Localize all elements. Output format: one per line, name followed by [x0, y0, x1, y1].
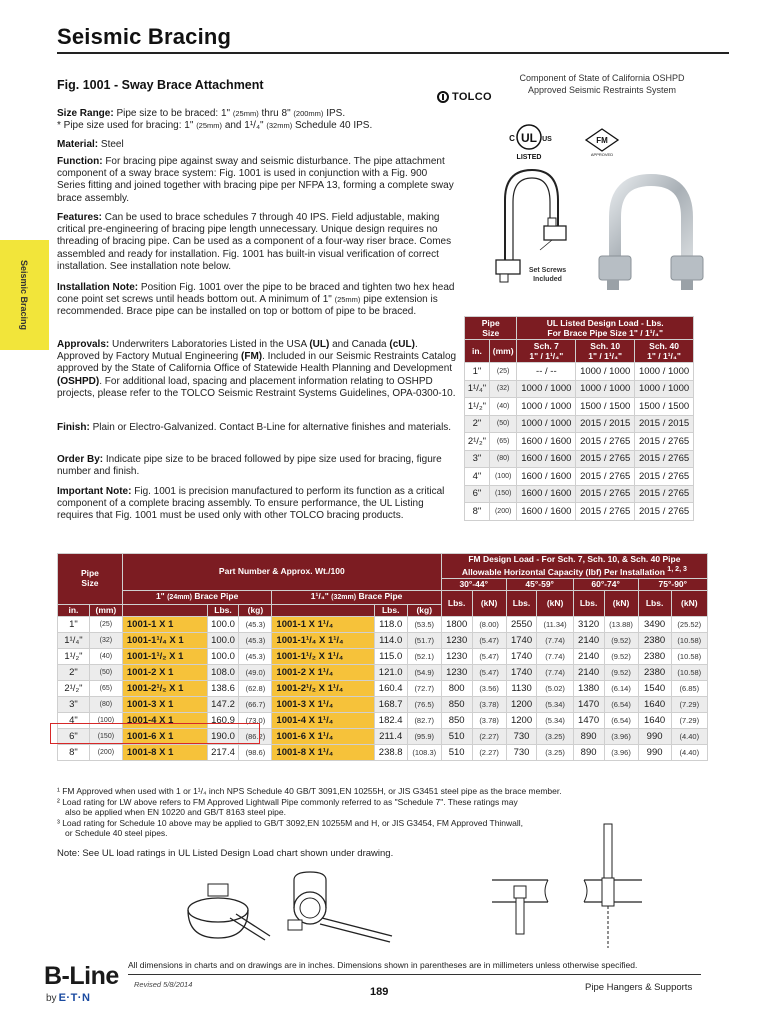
table-cell: 1800: [441, 617, 472, 633]
tolco-wordmark: TOLCO: [452, 91, 492, 103]
fm-th-load: FM Design Load - For Sch. 7, Sch. 10, & Sch. 40 Pipe Allowable Horizontal Capacity (lbf) Per Installation $^{1, 2, 3}$: [441, 554, 707, 579]
table-row: [58, 633, 708, 649]
fm-th-kg: (kg): [407, 604, 441, 617]
table-cell: (7.74): [537, 633, 573, 649]
footer-rule: [128, 974, 701, 975]
dimensions-note: All dimensions in charts and on drawings are in inches. Dimensions shown in parentheses are in millimeters unless otherwise specified.: [128, 960, 638, 970]
fm-th-part-blank: [272, 604, 374, 617]
table-cell: 1200: [506, 697, 537, 713]
table-cell: (3.25): [537, 745, 573, 761]
fm-th-angle-1: 30°-44°: [441, 578, 506, 591]
fm-th-kn: (kN): [671, 591, 707, 617]
table-cell: 850: [441, 697, 472, 713]
table-cell: 1640: [638, 697, 671, 713]
fitting-photo-icon: [593, 172, 708, 297]
table-cell: 1740: [506, 665, 537, 681]
table-cell: 100.0: [207, 633, 239, 649]
table-cell: (82.7): [407, 713, 441, 729]
important-label: Important Note:: [57, 486, 132, 497]
part-number-cell: 1001-1¹/₄ X 1¹/₄: [272, 633, 374, 649]
approvals-text: . For additional load, spacing and placement information relating to OSHPD projects, please refer to the TOLCO Seismic Restraint Systems Guidelines, OPA-0300-10.: [57, 375, 456, 399]
approvals-text: . Approved by Factory Mutual Engineering: [57, 339, 418, 363]
table-cell: 1640: [638, 713, 671, 729]
table-cell: (4.40): [671, 729, 707, 745]
part-number-cell: 1001-2 X 1¹/₄: [272, 665, 374, 681]
table-cell: 3490: [638, 617, 671, 633]
material-value: Steel: [100, 139, 124, 150]
size-range-text: IPS.: [326, 108, 346, 119]
table-cell: 1470: [573, 697, 604, 713]
features-text: Can be used to brace schedules 7 through 40 IPS. Field adjustable, making critical pre-engineering of bracing pipe length unnecessary. Unique design requires no threading of bracing pipe. Can be used as a component of a four-way riser brace. Comes assembled and ready for installation. Fig. 1001 has built-in visual verification of correct installation. See installation note below.: [57, 212, 452, 272]
table-cell: (9.52): [604, 649, 638, 665]
installation-mm: (25mm): [334, 295, 361, 305]
approvals-text: Underwriters Laboratories Listed in the USA: [112, 339, 307, 350]
table-cell: 238.8: [374, 745, 407, 761]
table-cell: 2140: [573, 633, 604, 649]
table-cell: 115.0: [374, 649, 407, 665]
footnote-1: ¹ FM Approved when used with 1 or 1¹/₄ inch NPS Schedule 40 GB/T 3091,EN 10255H, or JIS G3451 steel pipe as the brace member.: [57, 786, 562, 796]
part-number-cell: 1001-1¹/₂ X 1¹/₄: [272, 649, 374, 665]
table-cell: (45.3): [239, 617, 272, 633]
table-cell: (50): [89, 665, 122, 681]
table-cell: 211.4: [374, 729, 407, 745]
table-row: 8" (200) 1600 / 1600 2015 / 2765 2015 / 2765: [465, 503, 694, 521]
table-row: [58, 617, 708, 633]
table-cell: 2550: [506, 617, 537, 633]
table-cell: (5.34): [537, 697, 573, 713]
table-cell: (3.56): [472, 681, 506, 697]
part-number-cell: 1001-2¹/₂ X 1¹/₄: [272, 681, 374, 697]
installation-drawing-side-icon: [170, 868, 400, 950]
table-row: [58, 681, 708, 697]
part-number-cell: 1001-4 X 1¹/₄: [272, 713, 374, 729]
table-cell: 510: [441, 729, 472, 745]
table-cell: 1540: [638, 681, 671, 697]
page-number: 189: [370, 986, 389, 998]
fm-th-kg: (kg): [239, 604, 272, 617]
table-cell: (6.85): [671, 681, 707, 697]
size-range-text: * Pipe size used for bracing: 1": [57, 120, 194, 132]
table-cell: (25): [89, 617, 122, 633]
table-cell: 2": [58, 665, 90, 681]
fm-th-in: in.: [58, 604, 90, 617]
fm-th-lbs: Lbs.: [374, 604, 407, 617]
table-row: 2¹/₂" (65) 1600 / 1600 2015 / 2765 2015 / 2765: [465, 433, 694, 451]
fm-th-angle-3: 60°-74°: [573, 578, 638, 591]
size-range-text: and 1¹/₄": [224, 120, 264, 132]
table-cell: 850: [441, 713, 472, 729]
table-cell: 182.4: [374, 713, 407, 729]
table-cell: (7.74): [537, 665, 573, 681]
table-cell: (200): [89, 745, 122, 761]
eaton-logo: [46, 992, 90, 1004]
table-cell: 2140: [573, 665, 604, 681]
part-number-cell: 1001-1 X 1: [122, 617, 207, 633]
part-number-cell: 1001-8 X 1¹/₄: [272, 745, 374, 761]
table-cell: (95.9): [407, 729, 441, 745]
ul-th-sch10: Sch. 10 1" / 1¹/₄": [576, 340, 635, 363]
table-cell: (5.02): [537, 681, 573, 697]
fm-th-brace-1: 1" (24mm) Brace Pipe: [122, 591, 272, 605]
table-cell: 1230: [441, 665, 472, 681]
table-cell: (45.3): [239, 649, 272, 665]
size-range-label: Size Range:: [57, 108, 114, 119]
size-range-mm: (25mm): [196, 121, 223, 131]
table-cell: (11.34): [537, 617, 573, 633]
table-cell: (65): [89, 681, 122, 697]
set-screws-label: Set Screws Included: [528, 267, 567, 283]
fm-th-pipe: Pipe Size: [58, 554, 123, 605]
eaton-wordmark: E·T·N: [58, 992, 91, 1004]
table-cell: 168.7: [374, 697, 407, 713]
table-cell: 138.6: [207, 681, 239, 697]
table-cell: 730: [506, 745, 537, 761]
bline-logo: B-Line: [44, 962, 119, 990]
size-range-text: Pipe size to be braced: 1": [116, 108, 231, 119]
size-range-text: thru 8": [261, 108, 291, 119]
installation-block: [57, 282, 457, 319]
table-cell: 2380: [638, 649, 671, 665]
table-cell: (54.9): [407, 665, 441, 681]
revised-date: Revised 5/8/2014: [134, 980, 193, 989]
approvals-oshpd: (OSHPD): [57, 375, 100, 387]
ul-listed-text: LISTED: [516, 154, 542, 161]
table-row: 3" (80) 1600 / 1600 2015 / 2765 2015 / 2765: [465, 450, 694, 468]
table-cell: 2380: [638, 665, 671, 681]
fm-th-lbs: Lbs.: [441, 591, 472, 617]
table-cell: (7.29): [671, 697, 707, 713]
table-cell: (51.7): [407, 633, 441, 649]
table-row: [58, 649, 708, 665]
table-cell: (66.7): [239, 697, 272, 713]
table-cell: (100): [89, 713, 122, 729]
installation-drawing-front-icon: [492, 822, 642, 950]
table-cell: 1¹/₄": [58, 633, 90, 649]
part-number-cell: 1001-2 X 1: [122, 665, 207, 681]
table-cell: (62.8): [239, 681, 272, 697]
table-cell: 108.0: [207, 665, 239, 681]
approvals-cul: (cUL): [389, 339, 415, 350]
table-cell: 1230: [441, 649, 472, 665]
table-cell: 3120: [573, 617, 604, 633]
table-cell: 100.0: [207, 649, 239, 665]
by-text: by: [46, 992, 57, 1004]
title-rule: [57, 52, 729, 54]
ul-th-sch7: Sch. 7 1" / 1¹/₄": [517, 340, 576, 363]
fm-th-part-blank: [122, 604, 207, 617]
table-cell: (86.2): [239, 729, 272, 745]
table-cell: 2380: [638, 633, 671, 649]
table-cell: 1130: [506, 681, 537, 697]
function-block: [57, 156, 457, 205]
table-cell: (25.52): [671, 617, 707, 633]
svg-text:UL: UL: [521, 131, 537, 145]
table-cell: (5.47): [472, 665, 506, 681]
table-cell: (72.7): [407, 681, 441, 697]
table-cell: (10.58): [671, 633, 707, 649]
material-label: Material:: [57, 139, 99, 150]
table-cell: 4": [58, 713, 90, 729]
table-row: 4" (100) 1600 / 1600 2015 / 2765 2015 / 2765: [465, 468, 694, 486]
fm-th-lbs: Lbs.: [207, 604, 239, 617]
ul-th-pipe: Pipe Size: [465, 317, 517, 340]
table-cell: 121.0: [374, 665, 407, 681]
fm-th-lbs: Lbs.: [506, 591, 537, 617]
fm-th-kn: (kN): [604, 591, 638, 617]
table-cell: 800: [441, 681, 472, 697]
order-label: Order By:: [57, 454, 104, 465]
table-cell: 147.2: [207, 697, 239, 713]
table-cell: (6.54): [604, 697, 638, 713]
material-block: [57, 139, 457, 151]
ul-load-table: [464, 316, 694, 521]
table-cell: 2140: [573, 649, 604, 665]
table-cell: 2¹/₂": [58, 681, 90, 697]
order-block: [57, 454, 457, 478]
table-cell: 190.0: [207, 729, 239, 745]
fm-th-kn: (kN): [537, 591, 573, 617]
table-row: [58, 745, 708, 761]
section-name: Pipe Hangers & Supports: [585, 982, 693, 993]
table-cell: (10.58): [671, 649, 707, 665]
side-tab: [0, 240, 49, 350]
table-cell: 217.4: [207, 745, 239, 761]
approvals-block: [57, 339, 457, 400]
table-cell: 160.4: [374, 681, 407, 697]
table-cell: 510: [441, 745, 472, 761]
fm-approved-text: APPROVED: [590, 152, 614, 157]
fm-th-angle-4: 75°-90°: [638, 578, 707, 591]
table-cell: (3.78): [472, 713, 506, 729]
table-cell: 890: [573, 729, 604, 745]
important-text: Fig. 1001 is precision manufactured to perform its function as a critical component of a complete bracing assembly. To ensure performance, the UL Listing requires that Fig. 1001 must be used only with other TOLCO bracing products.: [57, 486, 445, 522]
fm-th-brace-2: 1¹/₄" (32mm) Brace Pipe: [272, 591, 441, 605]
installation-text: pipe extension is recommended. Brace pipe can be installed on top or bottom of pipe to be braced.: [57, 294, 438, 318]
note-line: Note: See UL load ratings in UL Listed Design Load chart shown under drawing.: [57, 848, 394, 859]
table-cell: 1380: [573, 681, 604, 697]
svg-text:FM: FM: [596, 136, 608, 145]
oshpd-note: Component of State of California OSHPD Approved Seismic Restraints System: [519, 73, 685, 95]
table-cell: 114.0: [374, 633, 407, 649]
size-range-mm: (25mm): [232, 109, 259, 118]
table-cell: 990: [638, 745, 671, 761]
table-cell: (2.27): [472, 745, 506, 761]
page-title: Seismic Bracing: [57, 24, 232, 49]
table-cell: 1": [58, 617, 90, 633]
order-text: Indicate pipe size to be braced followed by pipe size used for bracing, figure number and finish.: [57, 454, 442, 478]
tolco-logo: [437, 91, 492, 103]
table-cell: 730: [506, 729, 537, 745]
part-number-cell: 1001-3 X 1¹/₄: [272, 697, 374, 713]
approvals-text: and Canada: [332, 339, 387, 350]
table-cell: (3.96): [604, 729, 638, 745]
table-row: 1" (25) -- / -- 1000 / 1000 1000 / 1000: [465, 363, 694, 381]
part-number-cell: 1001-4 X 1: [122, 713, 207, 729]
table-cell: 160.9: [207, 713, 239, 729]
table-cell: (7.29): [671, 713, 707, 729]
table-cell: (108.3): [407, 745, 441, 761]
table-cell: (3.78): [472, 697, 506, 713]
part-number-cell: 1001-3 X 1: [122, 697, 207, 713]
table-row: 6" (150) 1600 / 1600 2015 / 2765 2015 / 2765: [465, 485, 694, 503]
footnote-2: ² Load rating for LW above refers to FM Approved Lightwall Pipe commonly referred to as "Schedule 7". These ratings may: [57, 796, 518, 807]
part-number-cell: 1001-1¹/₂ X 1: [122, 649, 207, 665]
table-cell: 1200: [506, 713, 537, 729]
svg-text:C: C: [509, 134, 515, 143]
table-cell: 6": [58, 729, 90, 745]
table-cell: (7.74): [537, 649, 573, 665]
table-cell: (80): [89, 697, 122, 713]
table-row: [58, 665, 708, 681]
table-cell: (49.0): [239, 665, 272, 681]
approvals-text: . Included in our Seismic Restraints Catalog approved by the State of California Office of Statewide Health Planning and Development: [57, 351, 457, 375]
table-cell: (9.52): [604, 633, 638, 649]
installation-label: Installation Note:: [57, 282, 139, 293]
table-cell: 1230: [441, 633, 472, 649]
footnote-3: ³ Load rating for Schedule 10 above may be applied to GB/T 3092,EN 10255M and H, or JIS G3454, FM Approved Thinwall,: [57, 817, 524, 828]
table-cell: (98.6): [239, 745, 272, 761]
size-range-block: [57, 108, 457, 132]
important-block: [57, 486, 457, 523]
function-label: Function:: [57, 156, 103, 167]
ul-th-load: UL Listed Design Load - Lbs. For Brace Pipe Size 1" / 1¹/₄": [517, 317, 694, 340]
table-cell: (8.00): [472, 617, 506, 633]
table-cell: 890: [573, 745, 604, 761]
table-cell: (45.3): [239, 633, 272, 649]
table-cell: (5.47): [472, 633, 506, 649]
part-number-cell: 1001-1 X 1¹/₄: [272, 617, 374, 633]
part-number-cell: 1001-8 X 1: [122, 745, 207, 761]
table-row: 2" (50) 1000 / 1000 2015 / 2015 2015 / 2015: [465, 415, 694, 433]
table-cell: (73.0): [239, 713, 272, 729]
part-number-cell: 1001-6 X 1: [122, 729, 207, 745]
size-range-mm: (200mm): [293, 109, 324, 118]
table-cell: (10.58): [671, 665, 707, 681]
table-cell: (3.25): [537, 729, 573, 745]
table-cell: 1470: [573, 713, 604, 729]
svg-text:US: US: [542, 136, 552, 143]
function-text: For bracing pipe against sway and seismic disturbance. The pipe attachment component of a sway brace system: Fig. 1001 is used in conjunction with a Fig. 900 Series fitting and joined together with bracing pipe per NFPA 13, forming a complete sway brace assembly.: [57, 156, 454, 204]
table-cell: 3": [58, 697, 90, 713]
table-cell: (40): [89, 649, 122, 665]
fm-th-lbs: Lbs.: [573, 591, 604, 617]
table-cell: (6.54): [604, 713, 638, 729]
approvals-label: Approvals:: [57, 339, 110, 350]
table-cell: (4.40): [671, 745, 707, 761]
installation-text: Position Fig. 1001 over the pipe to be braced and tighten two hex head cone point set screws until heads bottom out. A minimum of 1": [57, 282, 455, 306]
fm-th-kn: (kN): [472, 591, 506, 617]
table-cell: 1¹/₂": [58, 649, 90, 665]
table-cell: (76.5): [407, 697, 441, 713]
table-cell: (9.52): [604, 665, 638, 681]
table-cell: 1740: [506, 649, 537, 665]
table-cell: (5.47): [472, 649, 506, 665]
ul-th-sch40: Sch. 40 1" / 1¹/₄": [635, 340, 694, 363]
ul-listed-logo-icon: [505, 122, 553, 162]
table-cell: 8": [58, 745, 90, 761]
table-cell: (2.27): [472, 729, 506, 745]
part-number-cell: 1001-6 X 1¹/₄: [272, 729, 374, 745]
fm-th-mm: (mm): [89, 604, 122, 617]
highlight-box: [50, 723, 260, 744]
size-range-mm: (32mm): [266, 121, 293, 131]
table-row: 1¹/₂" (40) 1000 / 1000 1500 / 1500 1500 / 1500: [465, 398, 694, 416]
table-cell: 118.0: [374, 617, 407, 633]
part-number-cell: 1001-2¹/₂ X 1: [122, 681, 207, 697]
table-row: 1¹/₄" (32) 1000 / 1000 1000 / 1000 1000 / 1000: [465, 380, 694, 398]
fm-th-lbs: Lbs.: [638, 591, 671, 617]
table-cell: (53.5): [407, 617, 441, 633]
table-cell: 990: [638, 729, 671, 745]
table-cell: (6.14): [604, 681, 638, 697]
table-cell: (3.96): [604, 745, 638, 761]
fm-th-angle-2: 45°-59°: [506, 578, 573, 591]
footnote-3-cont: or Schedule 40 steel pipes.: [65, 828, 168, 838]
table-cell: (150): [89, 729, 122, 745]
features-label: Features:: [57, 212, 103, 223]
table-cell: 1740: [506, 633, 537, 649]
table-cell: (5.34): [537, 713, 573, 729]
footnote-2-cont: also be applied when EN 10220 and GB/T 8163 steel pipe.: [65, 807, 286, 817]
fm-th-part: Part Number & Approx. Wt./100: [122, 554, 441, 591]
table-cell: 100.0: [207, 617, 239, 633]
table-cell: (13.88): [604, 617, 638, 633]
approvals-ul: (UL): [309, 339, 330, 350]
side-tab-label: Seismic Bracing: [19, 259, 29, 331]
table-cell: (52.1): [407, 649, 441, 665]
features-block: [57, 212, 457, 273]
fm-approved-logo-icon: [583, 127, 621, 157]
size-range-text: Schedule 40 IPS.: [294, 120, 373, 132]
table-cell: (32): [89, 633, 122, 649]
table-row: [58, 697, 708, 713]
ul-th-in: in.: [465, 340, 490, 363]
part-number-cell: 1001-1¹/₄ X 1: [122, 633, 207, 649]
ul-th-mm: (mm): [489, 340, 517, 363]
finish-label: Finish:: [57, 422, 90, 433]
finish-block: [57, 422, 457, 434]
tolco-mark-icon: [437, 91, 449, 103]
approvals-fm: (FM): [241, 351, 263, 363]
fig-heading: Fig. 1001 - Sway Brace Attachment: [57, 78, 264, 92]
finish-text: Plain or Electro-Galvanized. Contact B-Line for alternative finishes and materials.: [92, 422, 452, 433]
